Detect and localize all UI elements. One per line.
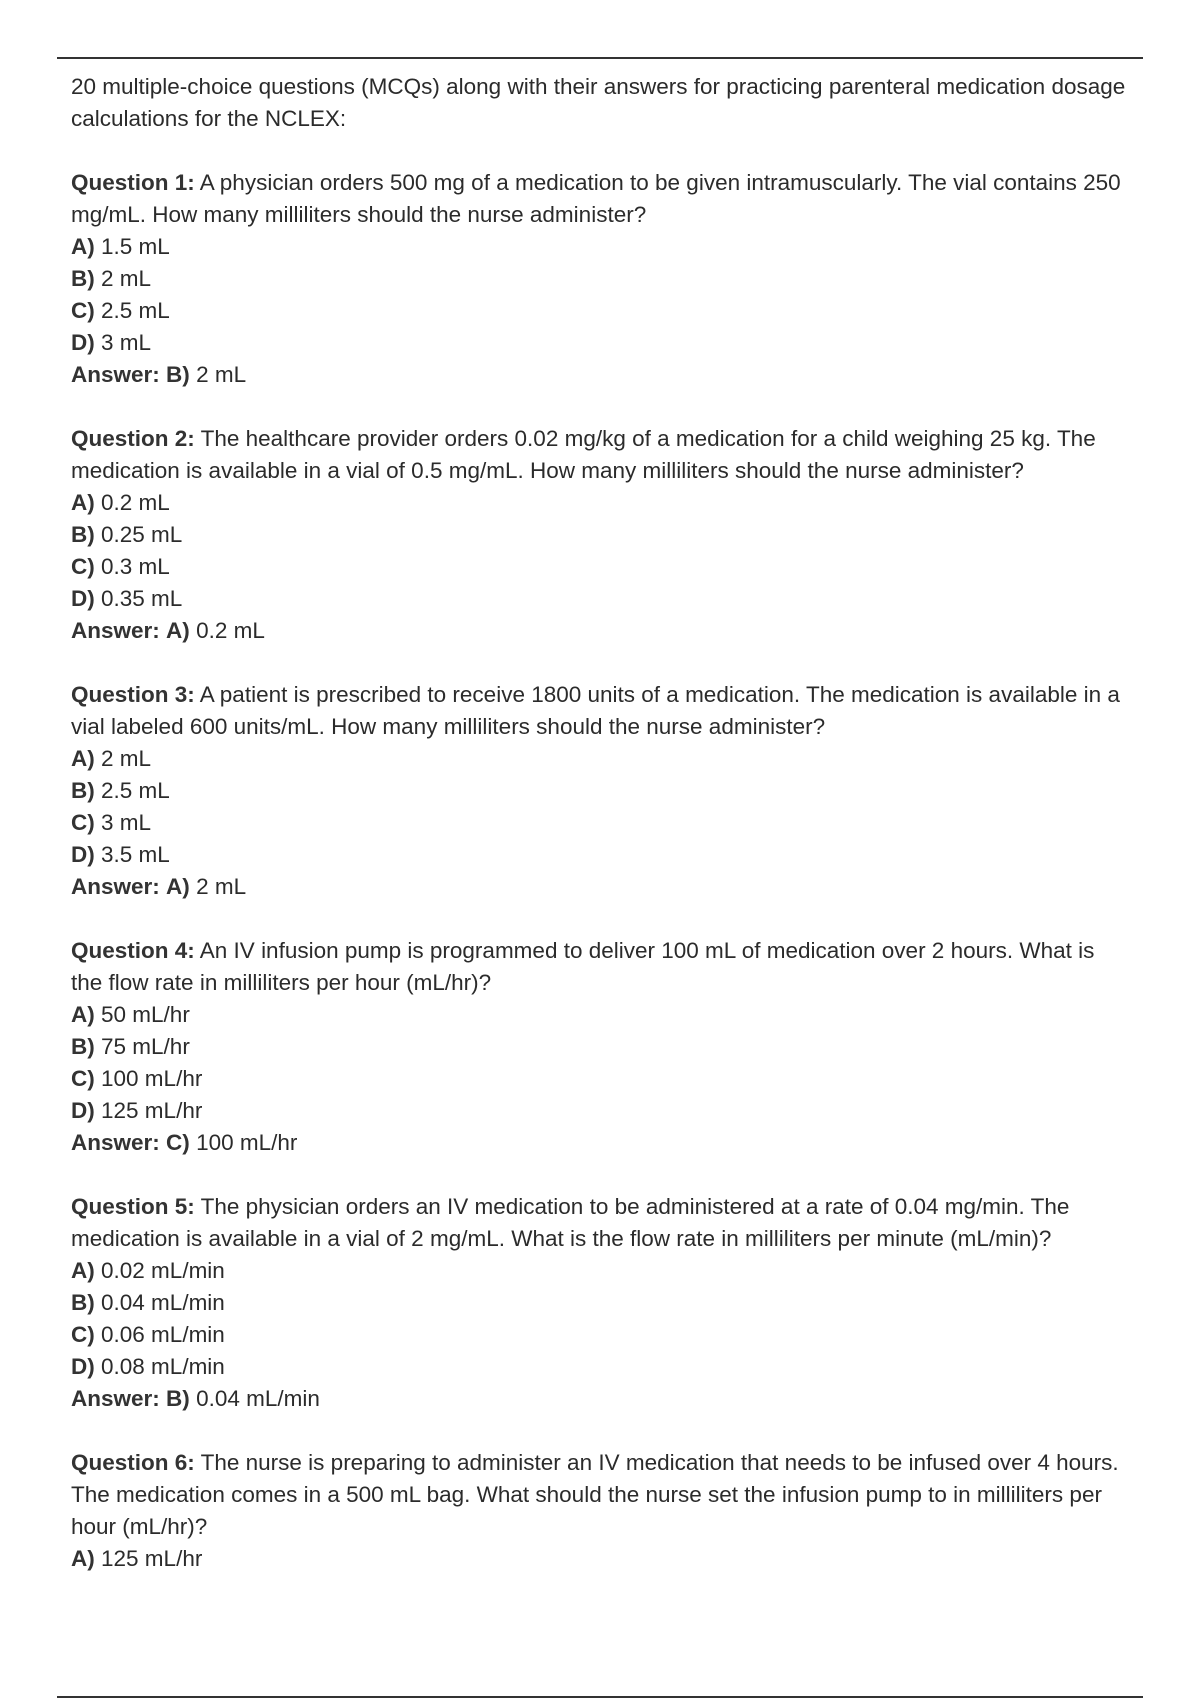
option-letter: A)	[71, 746, 95, 771]
question-block	[71, 1191, 1131, 1415]
question-label: Question 3:	[71, 682, 195, 707]
option-letter: C)	[71, 1322, 95, 1347]
answer-label: Answer:	[71, 1386, 160, 1411]
answer-option	[71, 743, 1131, 775]
answer-option	[71, 807, 1131, 839]
question-block	[71, 935, 1131, 1159]
option-text: 1.5 mL	[101, 234, 170, 259]
option-text: 125 mL/hr	[101, 1546, 203, 1571]
answer-letter: C)	[166, 1130, 190, 1155]
option-text: 0.08 mL/min	[101, 1354, 225, 1379]
question-text: A patient is prescribed to receive 1800 units of a medication. The medication is available in a vial labeled 600 units/mL. How many milliliters should the nurse administer?	[71, 682, 1120, 739]
answer-option	[71, 1255, 1131, 1287]
option-text: 125 mL/hr	[101, 1098, 203, 1123]
answer-label: Answer:	[71, 362, 160, 387]
answer-text: 100 mL/hr	[196, 1130, 298, 1155]
option-letter: A)	[71, 1546, 95, 1571]
intro-paragraph: 20 multiple-choice questions (MCQs) along with their answers for practicing parenteral medication dosage calculations for the NCLEX:	[71, 74, 1126, 131]
option-text: 2.5 mL	[101, 778, 170, 803]
bottom-divider	[57, 1696, 1143, 1698]
question-block	[71, 167, 1131, 391]
document-body	[71, 71, 1131, 1575]
option-letter: D)	[71, 330, 95, 355]
answer-line	[71, 1383, 1131, 1415]
question-label: Question 6:	[71, 1450, 195, 1475]
option-letter: A)	[71, 490, 95, 515]
option-text: 50 mL/hr	[101, 1002, 190, 1027]
option-letter: C)	[71, 298, 95, 323]
answer-option	[71, 1287, 1131, 1319]
option-letter: B)	[71, 522, 95, 547]
option-text: 3.5 mL	[101, 842, 170, 867]
option-letter: A)	[71, 1002, 95, 1027]
option-letter: D)	[71, 842, 95, 867]
option-letter: C)	[71, 1066, 95, 1091]
option-text: 0.3 mL	[101, 554, 170, 579]
question-text: The healthcare provider orders 0.02 mg/kg of a medication for a child weighing 25 kg. The medication is available in a vial of 0.5 mg/mL. How many milliliters should the nurse administer?	[71, 426, 1096, 483]
question-stem	[71, 1191, 1131, 1255]
answer-option	[71, 1031, 1131, 1063]
answer-line	[71, 359, 1131, 391]
question-stem	[71, 935, 1131, 999]
answer-option	[71, 327, 1131, 359]
question-label: Question 5:	[71, 1194, 195, 1219]
option-letter: D)	[71, 1354, 95, 1379]
question-text: The physician orders an IV medication to be administered at a rate of 0.04 mg/min. The medication is available in a vial of 2 mg/mL. What is the flow rate in milliliters per minute (mL/min)?	[71, 1194, 1070, 1251]
option-letter: C)	[71, 554, 95, 579]
answer-letter: A)	[166, 618, 190, 643]
question-stem	[71, 423, 1131, 487]
answer-letter: B)	[166, 1386, 190, 1411]
option-text: 0.2 mL	[101, 490, 170, 515]
answer-option	[71, 487, 1131, 519]
option-text: 0.06 mL/min	[101, 1322, 225, 1347]
answer-option	[71, 551, 1131, 583]
option-letter: B)	[71, 1034, 95, 1059]
answer-option	[71, 1095, 1131, 1127]
answer-option	[71, 231, 1131, 263]
question-label: Question 2:	[71, 426, 195, 451]
answer-option	[71, 999, 1131, 1031]
question-block	[71, 1447, 1131, 1575]
answer-option	[71, 775, 1131, 807]
answer-option	[71, 583, 1131, 615]
option-text: 0.04 mL/min	[101, 1290, 225, 1315]
answer-option	[71, 519, 1131, 551]
question-text: The nurse is preparing to administer an IV medication that needs to be infused over 4 hours. The medication comes in a 500 mL bag. What should the nurse set the infusion pump to in milliliters per hour (mL/hr)?	[71, 1450, 1119, 1539]
option-text: 75 mL/hr	[101, 1034, 190, 1059]
option-letter: B)	[71, 1290, 95, 1315]
answer-line	[71, 871, 1131, 903]
answer-option	[71, 263, 1131, 295]
option-letter: D)	[71, 1098, 95, 1123]
option-letter: A)	[71, 234, 95, 259]
answer-letter: B)	[166, 362, 190, 387]
answer-option	[71, 1543, 1131, 1575]
option-letter: B)	[71, 778, 95, 803]
question-text: A physician orders 500 mg of a medication to be given intramuscularly. The vial contains 250 mg/mL. How many milliliters should the nurse administer?	[71, 170, 1121, 227]
option-text: 0.02 mL/min	[101, 1258, 225, 1283]
answer-letter: A)	[166, 874, 190, 899]
answer-label: Answer:	[71, 1130, 160, 1155]
question-stem	[71, 1447, 1131, 1543]
option-text: 2.5 mL	[101, 298, 170, 323]
answer-option	[71, 1319, 1131, 1351]
answer-option	[71, 295, 1131, 327]
question-label: Question 1:	[71, 170, 195, 195]
answer-text: 2 mL	[196, 362, 247, 387]
answer-line	[71, 615, 1131, 647]
answer-line	[71, 1127, 1131, 1159]
option-text: 2 mL	[101, 266, 152, 291]
option-text: 3 mL	[101, 330, 152, 355]
question-stem	[71, 167, 1131, 231]
option-text: 0.25 mL	[101, 522, 183, 547]
question-block	[71, 679, 1131, 903]
option-letter: C)	[71, 810, 95, 835]
answer-label: Answer:	[71, 618, 160, 643]
answer-option	[71, 1351, 1131, 1383]
option-letter: A)	[71, 1258, 95, 1283]
option-letter: B)	[71, 266, 95, 291]
answer-option	[71, 839, 1131, 871]
answer-text: 2 mL	[196, 874, 247, 899]
option-text: 3 mL	[101, 810, 152, 835]
option-text: 2 mL	[101, 746, 152, 771]
question-text: An IV infusion pump is programmed to deliver 100 mL of medication over 2 hours. What is the flow rate in milliliters per hour (mL/hr)?	[71, 938, 1095, 995]
option-text: 0.35 mL	[101, 586, 183, 611]
top-divider	[57, 57, 1143, 59]
answer-option	[71, 1063, 1131, 1095]
question-stem	[71, 679, 1131, 743]
answer-text: 0.04 mL/min	[196, 1386, 320, 1411]
question-block	[71, 423, 1131, 647]
question-label: Question 4:	[71, 938, 195, 963]
answer-label: Answer:	[71, 874, 160, 899]
option-text: 100 mL/hr	[101, 1066, 203, 1091]
option-letter: D)	[71, 586, 95, 611]
answer-text: 0.2 mL	[196, 618, 265, 643]
